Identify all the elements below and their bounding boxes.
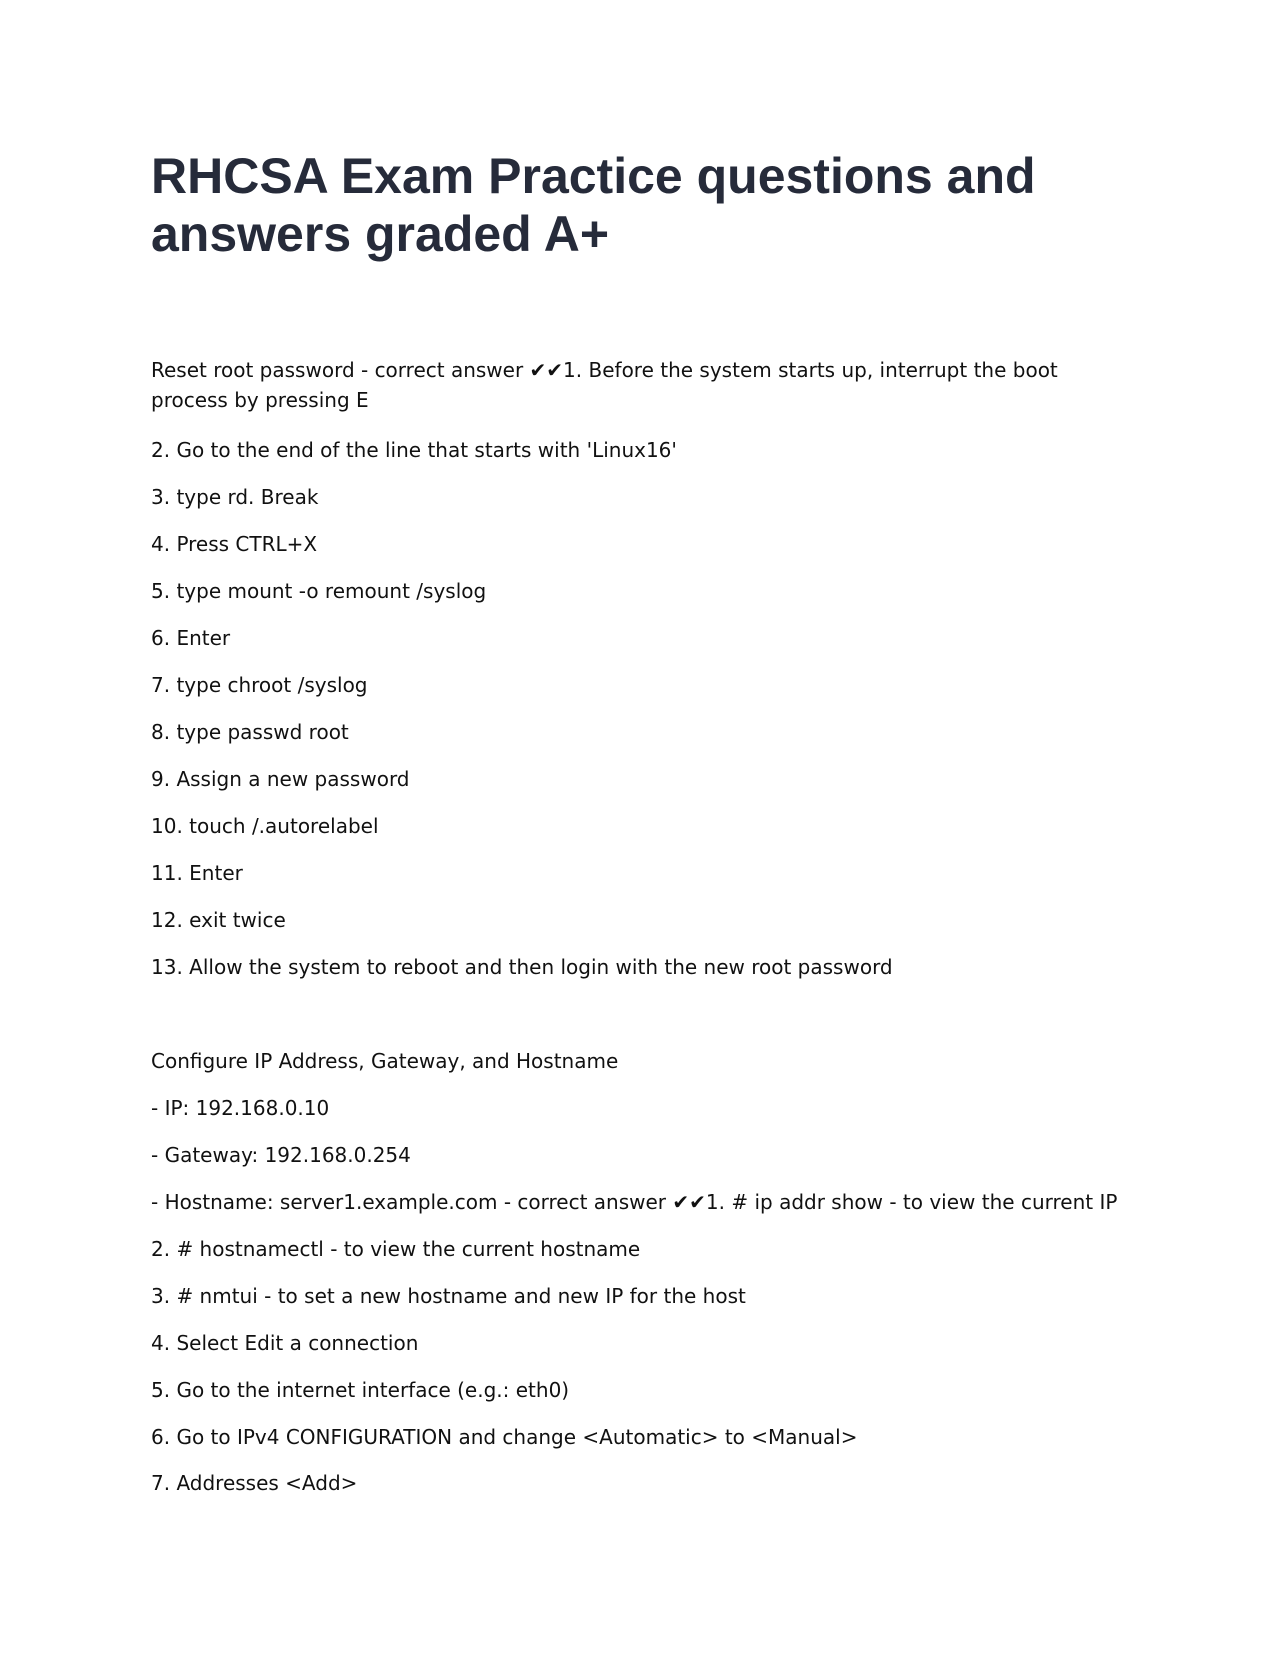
section1-step: 8. type passwd root (151, 720, 349, 744)
section2-line: 2. # hostnamectl - to view the current hostname (151, 1237, 641, 1261)
section2-line: 7. Addresses <Add> (151, 1471, 358, 1495)
section1-step: 2. Go to the end of the line that starts with 'Linux16' (151, 438, 677, 462)
section1-step: 6. Enter (151, 626, 231, 650)
section2-line: - Hostname: server1.example.com - correct answer ✔✔1. # ip addr show - to view the current IP (151, 1190, 1118, 1214)
section1-step: 12. exit twice (151, 908, 286, 932)
section1-step: 3. type rd. Break (151, 485, 319, 509)
section1-step: 4. Press CTRL+X (151, 532, 318, 556)
section2-heading: Configure IP Address, Gateway, and Hostname (151, 1049, 619, 1073)
section1-step: 11. Enter (151, 861, 243, 885)
section2-line: 3. # nmtui - to set a new hostname and new IP for the host (151, 1284, 746, 1308)
title-line-2: answers graded A+ (151, 206, 610, 262)
section2-line: 5. Go to the internet interface (e.g.: eth0) (151, 1378, 570, 1402)
section2-line: - IP: 192.168.0.10 (151, 1096, 330, 1120)
document-title (151, 147, 1141, 263)
section1-step: 10. touch /.autorelabel (151, 814, 379, 838)
section1-step: 13. Allow the system to reboot and then login with the new root password (151, 955, 893, 979)
section2-line: - Gateway: 192.168.0.254 (151, 1143, 411, 1167)
section1-step: 7. type chroot /syslog (151, 673, 368, 697)
title-line-1: RHCSA Exam Practice questions and (151, 148, 1036, 204)
section1-step: 9. Assign a new password (151, 767, 410, 791)
section2-line: 4. Select Edit a connection (151, 1331, 419, 1355)
section2-line: 6. Go to IPv4 CONFIGURATION and change <Automatic> to <Manual> (151, 1425, 858, 1449)
section1-intro: Reset root password - correct answer ✔✔1. Before the system starts up, interrupt the boot process by pressing E (151, 358, 1058, 412)
section1-step: 5. type mount -o remount /syslog (151, 579, 487, 603)
